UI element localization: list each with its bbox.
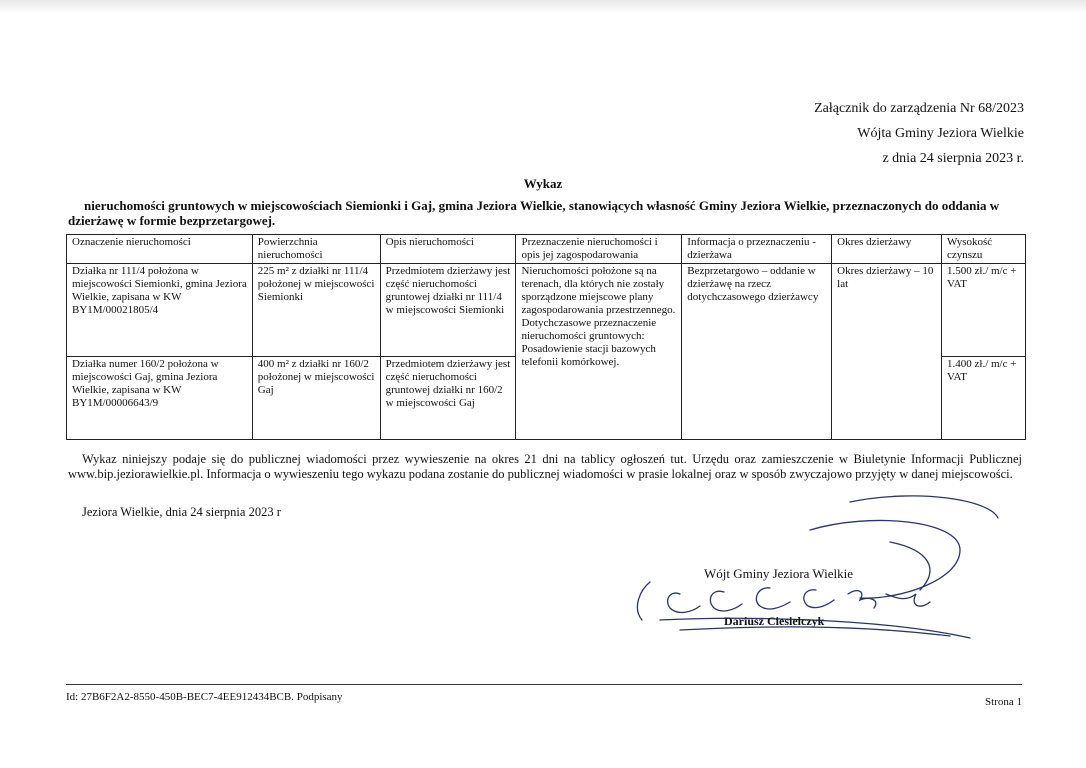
- property-table: [66, 234, 1026, 440]
- footer-page-number: Strona 1: [985, 696, 1022, 708]
- header-purpose: Przeznaczenie nieruchomości i opis jej zagospodarowania: [516, 235, 682, 264]
- page-top-edge: [0, 0, 1086, 14]
- cell-area: 225 m² z działki nr 111/4 położonej w miejscowości Siemionki: [252, 264, 380, 357]
- cell-designation: Działka numer 160/2 położona w miejscowości Gaj, gmina Jeziora Wielkie, zapisana w KW BY1M/00006643/9: [67, 357, 253, 440]
- header-description: Opis nieruchomości: [380, 235, 516, 264]
- attachment-line-2: Wójta Gminy Jeziora Wielkie: [857, 126, 1024, 141]
- attachment-header: [814, 96, 1024, 171]
- header-lease-info: Informacja o przeznaczeniu - dzierżawa: [682, 235, 832, 264]
- table-row: [67, 264, 1026, 357]
- cell-rent: 1.500 zł./ m/c + VAT: [942, 264, 1026, 357]
- cell-lease-info: Bezprzetargowo – oddanie w dzierżawę na rzecz dotychczasowego dzierżawcy: [682, 264, 832, 440]
- cell-designation: Działka nr 111/4 położona w miejscowości Siemionki, gmina Jeziora Wielkie, zapisana w KW BY1M/00021805/4: [67, 264, 253, 357]
- header-lease-period: Okres dzierżawy: [832, 235, 942, 264]
- document-title: Wykaz: [523, 176, 563, 191]
- attachment-line-1: Załącznik do zarządzenia Nr 68/2023: [814, 101, 1024, 116]
- cell-lease-period: Okres dzierżawy – 10 lat: [832, 264, 942, 440]
- cell-purpose: [516, 264, 682, 440]
- publication-note: Wykaz niniejszy podaje się do publicznej wiadomości przez wywieszenie na okres 21 dni na tablicy ogłoszeń tut. Urzędu oraz zamieszczenie w Biuletynie Informacji Publicznej www.bip.jeziorawielkie.pl. Informacja o wywieszeniu tego wykazu podana zostanie do publicznej wiadomości w prasie lokalnej oraz w sposób zwyczajowo przyjęty w danej miejscowości.: [68, 452, 1022, 481]
- cell-description: Przedmiotem dzierżawy jest część nieruchomości gruntowej działki nr 111/4 w miejscowości Siemionki: [380, 264, 516, 357]
- header-area: Powierzchnia nieruchomości: [252, 235, 380, 264]
- document-subtitle: nieruchomości gruntowych w miejscowościach Siemionki i Gaj, gmina Jeziora Wielkie, stanowiących własność Gminy Jeziora Wielkie, przeznaczonych do oddania w dzierżawę w formie bezprzetargowej.: [68, 198, 1000, 228]
- footer-divider: [66, 684, 1022, 685]
- footer-document-id: Id: 27B6F2A2-8550-450B-BEC7-4EE912434BCB. Podpisany: [66, 691, 343, 703]
- attachment-line-3: z dnia 24 sierpnia 2023 r.: [882, 151, 1024, 166]
- purpose-text-2: Posadowienie stacji bazowych telefonii komórkowej.: [521, 343, 656, 368]
- cell-area: 400 m² z działki nr 160/2 położonej w miejscowości Gaj: [252, 357, 380, 440]
- header-rent: Wysokość czynszu: [942, 235, 1026, 264]
- cell-rent: 1.400 zł./ m/c + VAT: [942, 357, 1026, 440]
- header-designation: Oznaczenie nieruchomości: [67, 235, 253, 264]
- cell-description: Przedmiotem dzierżawy jest część nieruchomości gruntowej działki nr 160/2 w miejscowości Gaj: [380, 357, 516, 440]
- table-header-row: [67, 235, 1026, 264]
- purpose-text: Nieruchomości położone są na terenach, dla których nie zostały sporządzone miejscowe plany zagospodarowania przestrzennego. Dotychczasowe przeznaczenie nieruchomości gruntowych:: [521, 265, 676, 342]
- place-date: Jeziora Wielkie, dnia 24 sierpnia 2023 r: [82, 505, 281, 519]
- signer-title: Wójt Gminy Jeziora Wielkie: [704, 566, 854, 581]
- signer-name: Dariusz Ciesielczyk: [724, 614, 825, 628]
